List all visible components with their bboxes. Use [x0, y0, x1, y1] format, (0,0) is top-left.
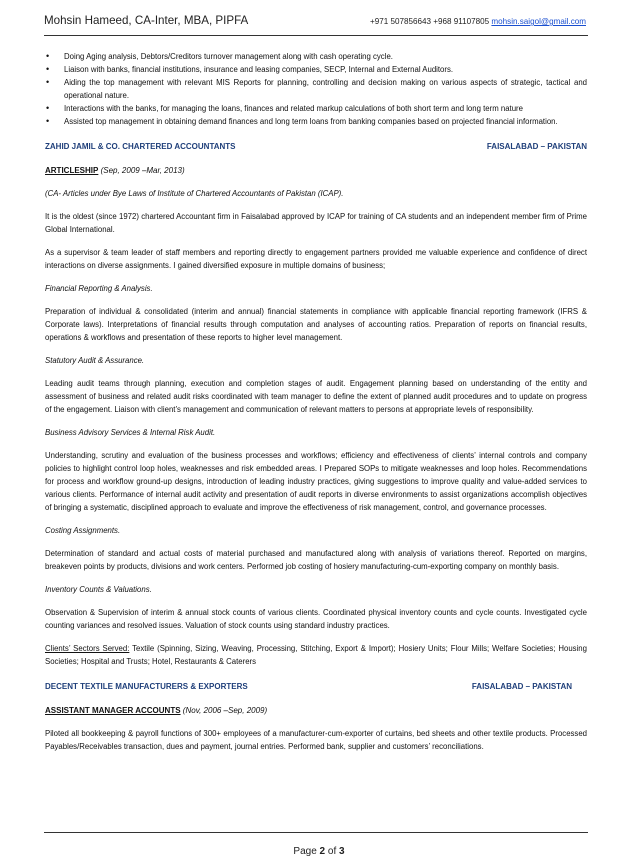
firm-heading — [45, 140, 587, 153]
subsection-heading: Inventory Counts & Valuations. — [45, 585, 152, 594]
firm-location: FAISALABAD – PAKISTAN — [471, 682, 572, 691]
list-item: • Aiding the top management with relevant MIS Reports for planning, controlling and decision making on various aspects of strategic, tactical and operational nature. — [45, 76, 587, 102]
role-dates: (Sep, 2009 –Mar, 2013) — [100, 166, 185, 175]
list-item: • Doing Aging analysis, Debtors/Creditors turnover management along with cash operating cycle. — [45, 50, 587, 63]
client-sectors — [45, 642, 587, 668]
subsection-text: Preparation of individual & consolidated (interim and annual) financial statements in compliance with applicable financial reporting framework (IFRS & Corporate laws). Interpretations of financial results through computation and analyses of accounting ratios. Preparation of reports on financial results, operations & workflows and presentation of these reports to higher level management. — [45, 307, 587, 342]
role-line — [45, 164, 587, 177]
of-word: of — [327, 846, 337, 857]
subsection-heading: Statutory Audit & Assurance. — [45, 356, 145, 365]
firm-name: DECENT TEXTILE MANUFACTURERS & EXPORTERS — [45, 682, 248, 691]
page-word: Page — [293, 846, 317, 857]
role-line — [45, 704, 587, 717]
header-divider — [44, 35, 588, 36]
ca-note: (CA- Articles under Bye Laws of Institute of Chartered Accountants of Pakistan (ICAP). — [45, 189, 344, 198]
email-link[interactable]: mohsin.saigol@gmail.com — [491, 17, 586, 26]
list-item: • Assisted top management in obtaining demand finances and long term loans from banking companies based on projected financial information. — [45, 115, 587, 128]
subsection-heading: Financial Reporting & Analysis. — [45, 284, 153, 293]
role-text: Piloted all bookkeeping & payroll functions of 300+ employees of a manufacturer-cum-exporter of curtains, bed sheets and other textile products. Processed Payables/Receivables transaction, dues and payment, journal entries. Performed bank, supplier and customers’ reconciliations. — [45, 729, 587, 751]
contact-info — [370, 17, 586, 26]
firm-intro: As a supervisor & team leader of staff members and reporting directly to engagement partners provided me valuable experience and confidence of direct interactions on diverse assignments. I gained diversified exposure in multiple domains of business; — [45, 248, 587, 270]
page-header — [44, 14, 586, 32]
firm-location: FAISALABAD – PAKISTAN — [486, 142, 587, 151]
list-item: • Liaison with banks, financial institutions, insurance and leasing companies, SECP, Internal and External Auditors. — [45, 63, 587, 76]
subsection-heading: Costing Assignments. — [45, 526, 121, 535]
responsibility-list — [45, 50, 587, 128]
subsection-text: Determination of standard and actual costs of material purchased and manufactured along with analysis of variations thereof. Reported on margins, breakeven points by products, divisions and work centers. Performed job costing of hosiery manufacturing-cum-exporting company on monthly basis. — [45, 549, 587, 571]
subsection-text: Understanding, scrutiny and evaluation of the business processes and workflows; efficiency and effectiveness of clients’ internal controls and company policies to highlight control loop holes, weaknesses and risk embedded areas. I Prepared SOPs to mitigate weaknesses and loop holes. Recommendations for process and workflow ground-up designs, introduction of leading industry practices, giving suggestions to improve quality and value-added services to various clients. Performance of internal audit activity and presentation of audit reports in diverse environments to assist organizations accomplish objectives of bringing a systematic, disciplined approach to evaluate and improve the effectiveness of risk management, control, and governance processes. — [45, 451, 587, 512]
firm-intro: It is the oldest (since 1972) chartered Accountant firm in Faisalabad approved by ICAP for training of CA students and an independent member firm of Prime Global International. — [45, 212, 587, 234]
subsection-text: Observation & Supervision of interim & annual stock counts of various clients. Coordinated physical inventory counts and cycle counts. Investigated cycle counting variances and resolved issues. Valuation of stock counts using standard industry practices. — [45, 608, 587, 630]
client-sectors-label: Clients’ Sectors Served: — [45, 644, 130, 653]
phone-numbers: +971 507856643 +968 91107805 — [370, 17, 490, 26]
page-content — [45, 50, 587, 753]
page-footer — [0, 846, 638, 857]
footer-divider — [44, 832, 588, 833]
firm-heading — [45, 680, 587, 693]
subsection-heading: Business Advisory Services & Internal Risk Audit. — [45, 428, 216, 437]
page-number: 2 — [319, 846, 326, 857]
firm-name: ZAHID JAMIL & CO. CHARTERED ACCOUNTANTS — [45, 142, 236, 151]
page-total: 3 — [339, 846, 345, 857]
candidate-name: Mohsin Hameed, CA-Inter, MBA, PIPFA — [44, 14, 249, 27]
role-title: ASSISTANT MANAGER ACCOUNTS — [45, 706, 181, 715]
list-item: • Interactions with the banks, for managing the loans, finances and related markup calculations of both short term and long term nature — [45, 102, 587, 115]
client-sectors-text: Textile (Spinning, Sizing, Weaving, Processing, Stitching, Export & Import); Hosiery Units; Flour Mills; Welfare Societies; Housing Societies; Hospital and Trusts; Hotel, Restaurants & Caterers — [45, 644, 587, 666]
role-title: ARTICLESHIP — [45, 166, 99, 175]
role-dates: (Nov, 2006 –Sep, 2009) — [182, 706, 268, 715]
subsection-text: Leading audit teams through planning, execution and completion stages of audit. Engagement planning based on understanding of the entity and assessment of business and related audit risks coordinated with team manager to define the extent of planned audit procedures and to update on progress of the engagement. Liaison with client’s management and communication of relevant matters to persons at appropriate levels of responsibility. — [45, 379, 587, 414]
